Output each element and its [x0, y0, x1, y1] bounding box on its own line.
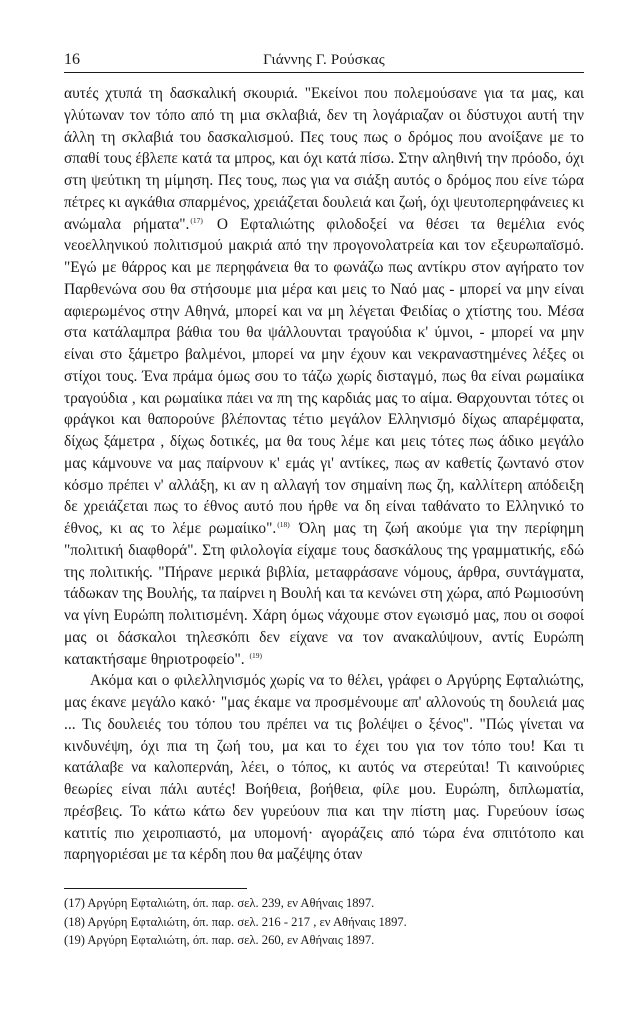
- footnote-17: (17) Αργύρη Εφταλιώτη, όπ. παρ. σελ. 239, εν Αθήναις 1897.: [64, 896, 375, 910]
- footnote-rule: [64, 888, 247, 889]
- footnote-ref-18: (18): [277, 520, 290, 529]
- running-head: [64, 50, 584, 72]
- page-number: 16: [64, 51, 80, 68]
- footnote-19: (19) Αργύρη Εφταλιώτη, όπ. παρ. σελ. 260, εν Αθήναις 1897.: [64, 933, 375, 948]
- paragraph-2: Ακόμα και ο φιλελληνισμός χωρίς να το θέλει, γράφει ο Αργύρης Εφταλιώτης, μας έκανε μεγάλο κακό· "μας έκαμε να προσμένουμε απ' αλλονούς τη δουλειά μας ... Τις δουλειές του τόπου του πρέπει να τις βολέψει ο ξένος". "Πώς γίνεται να κινδυνέψη, όχι πια τη ζωή του, μα και το έχει του για τον τόπο του! Και τι κατάλαβε να καλοπερνάη, λέει, ο τόπος, κι αυτός να στερεύται! Τι καινούριες θεωρίες είναι πάλι αυτές! Βοήθεια, βοήθεια, φίλε μου. Ευρώπη, διπλωματία, πρέσβεις. Το κάτω κάτω δεν γυρεύουν πια και την πίστη μας. Γυρεύουν ίσως κατιτίς πιο χειροπιαστό, μα υπομονή· αγοράζεις από τώρα ένα σπιτότοπο και παρηγοριέσαι με τα κέρδη που θα μαζέψης όταν: [64, 672, 584, 864]
- header-rule: [64, 72, 584, 73]
- book-page: [64, 50, 585, 948]
- footnote-18: (18) Αργύρη Εφταλιώτη, όπ. παρ. σελ. 216 - 217 , εν Αθήναις 1897.: [64, 914, 407, 929]
- footnote-ref-17: (17): [190, 215, 203, 225]
- paragraph-1-part-2: Ο Εφταλιώτης φιλοδοξεί να θέσει τα θεμέλια ενός νεοελληνικού πολιτισμού μακριά από την προγονολατρεία και τον εξευρωπαϊσμό. "Εγώ με θάρρος και με περηφάνεια θα το φωνάζω πως αντίκρυ στον αγήρατο τον Παρθενώνα σου θα στήσουμε μια μέρα και μεις το Ναό μας - μπορεί να μην είναι αφιερωμένος στην Αθηνά, μπορεί και να μη λέγεται Φειδίας ο χτίστης του. Μέσα στα κατάλαμπρα βάθια του θα ψάλλουνται τραγούδια κ' ύμνοι, - μπορεί να μην είναι στο ξάμετρο βαλμένοι, μπορεί να μην έχουν και νεκραναστημένες λέξες οι στίχοι τους. Ένα πράμα όμως σου το τάζω χωρίς δισταγμό, πως θα είναι ρωμαίικα τραγούδια , και ρωμαίικα πάει να πη της καρδιάς μας το αίμα. Θαρχουνται τότες οι φράγκοι και θαπορούνε βλέποντας τέτιο μεγάλον Ελληνισμό δίχως απαρέμφατα, δίχως ξάμετρα , δίχως δοτικές, μα θα τους λέμε και μεις τότες πως άδικο μεγάλο μας κάμνουνε να μας παίρνουν κ' εμάς γι' αντίκες, πως αν καθετίς ζωντανό στον κόσμο πρέπει ν' αλλάξη, κι αν η αλλαγή τον σημαίνη πως ζη, καλλίτερη απόδειξη δε χρειάζεται πως το έθνος αυτό που ήρθε να δη είναι ταθάνατο το Ελληνικό το έθνος, κι ας το λέμε ρωμαίικο".: [64, 215, 585, 537]
- paragraph-1: [64, 83, 584, 670]
- running-title: Γιάννης Γ. Ρούσκας: [263, 52, 385, 68]
- footnote-ref-19: (19): [249, 650, 263, 660]
- footnotes: [64, 894, 584, 950]
- paragraph-1-part-1: αυτές χτυπά τη δασκαλική σκουριά. "Εκείνοι που πολεμούσανε για τα μας, και γλύτωναν τον τόπο από τη μια σκλαβιά, δεν τη λογάριαζαν οι δύστυχοι αυτή την άλλη τη σκλαβιά του δασκαλισμού. Πες τους πως ο δρόμος που ανοίξανε με το σπαθί τους έβλεπε κατά τα μπρος, και όχι κατά πίσω. Στην αληθινή την πρόοδο, όχι στη ψεύτικη τη μίμηση. Πες τους, πως για να σιάξη αυτός ο δρόμος που είνε τώρα πέτρες κι αγκάθια σπαρμένος, χρειάζεται δουλειά και ζωή, όχι ψευτοπερηφάνειες κι ανώμαλα ρήματα".: [64, 85, 584, 233]
- paragraph-1-part-3: Όλη μας τη ζωή ακούμε για την περίφημη "πολιτική διαφθορά". Στη φιλολογία είχαμε τους δασκάλους της γραμματικής, εδώ της πολιτικής. "Πήρανε μερικά βιβλία, μεταφράσανε νόμους, άρθρα, συντάγματα, τάδωκαν της Βουλής, τα παίρνει η Βουλή και τα κενώνει στη χώρα, από Ρωμιοσύνη να γίνη Ευρώπη πολιτισμένη. Χάρη όμως νάχουμε στον εγωισμό μας, που οι σοφοί μας οι δάσκαλοι τηλεσκόπι δεν είχανε να τον ανακαλύψουν, αντίς Ευρώπη κατακτήσαμε θηριοτροφείο".: [64, 520, 584, 668]
- body-text: [64, 83, 584, 866]
